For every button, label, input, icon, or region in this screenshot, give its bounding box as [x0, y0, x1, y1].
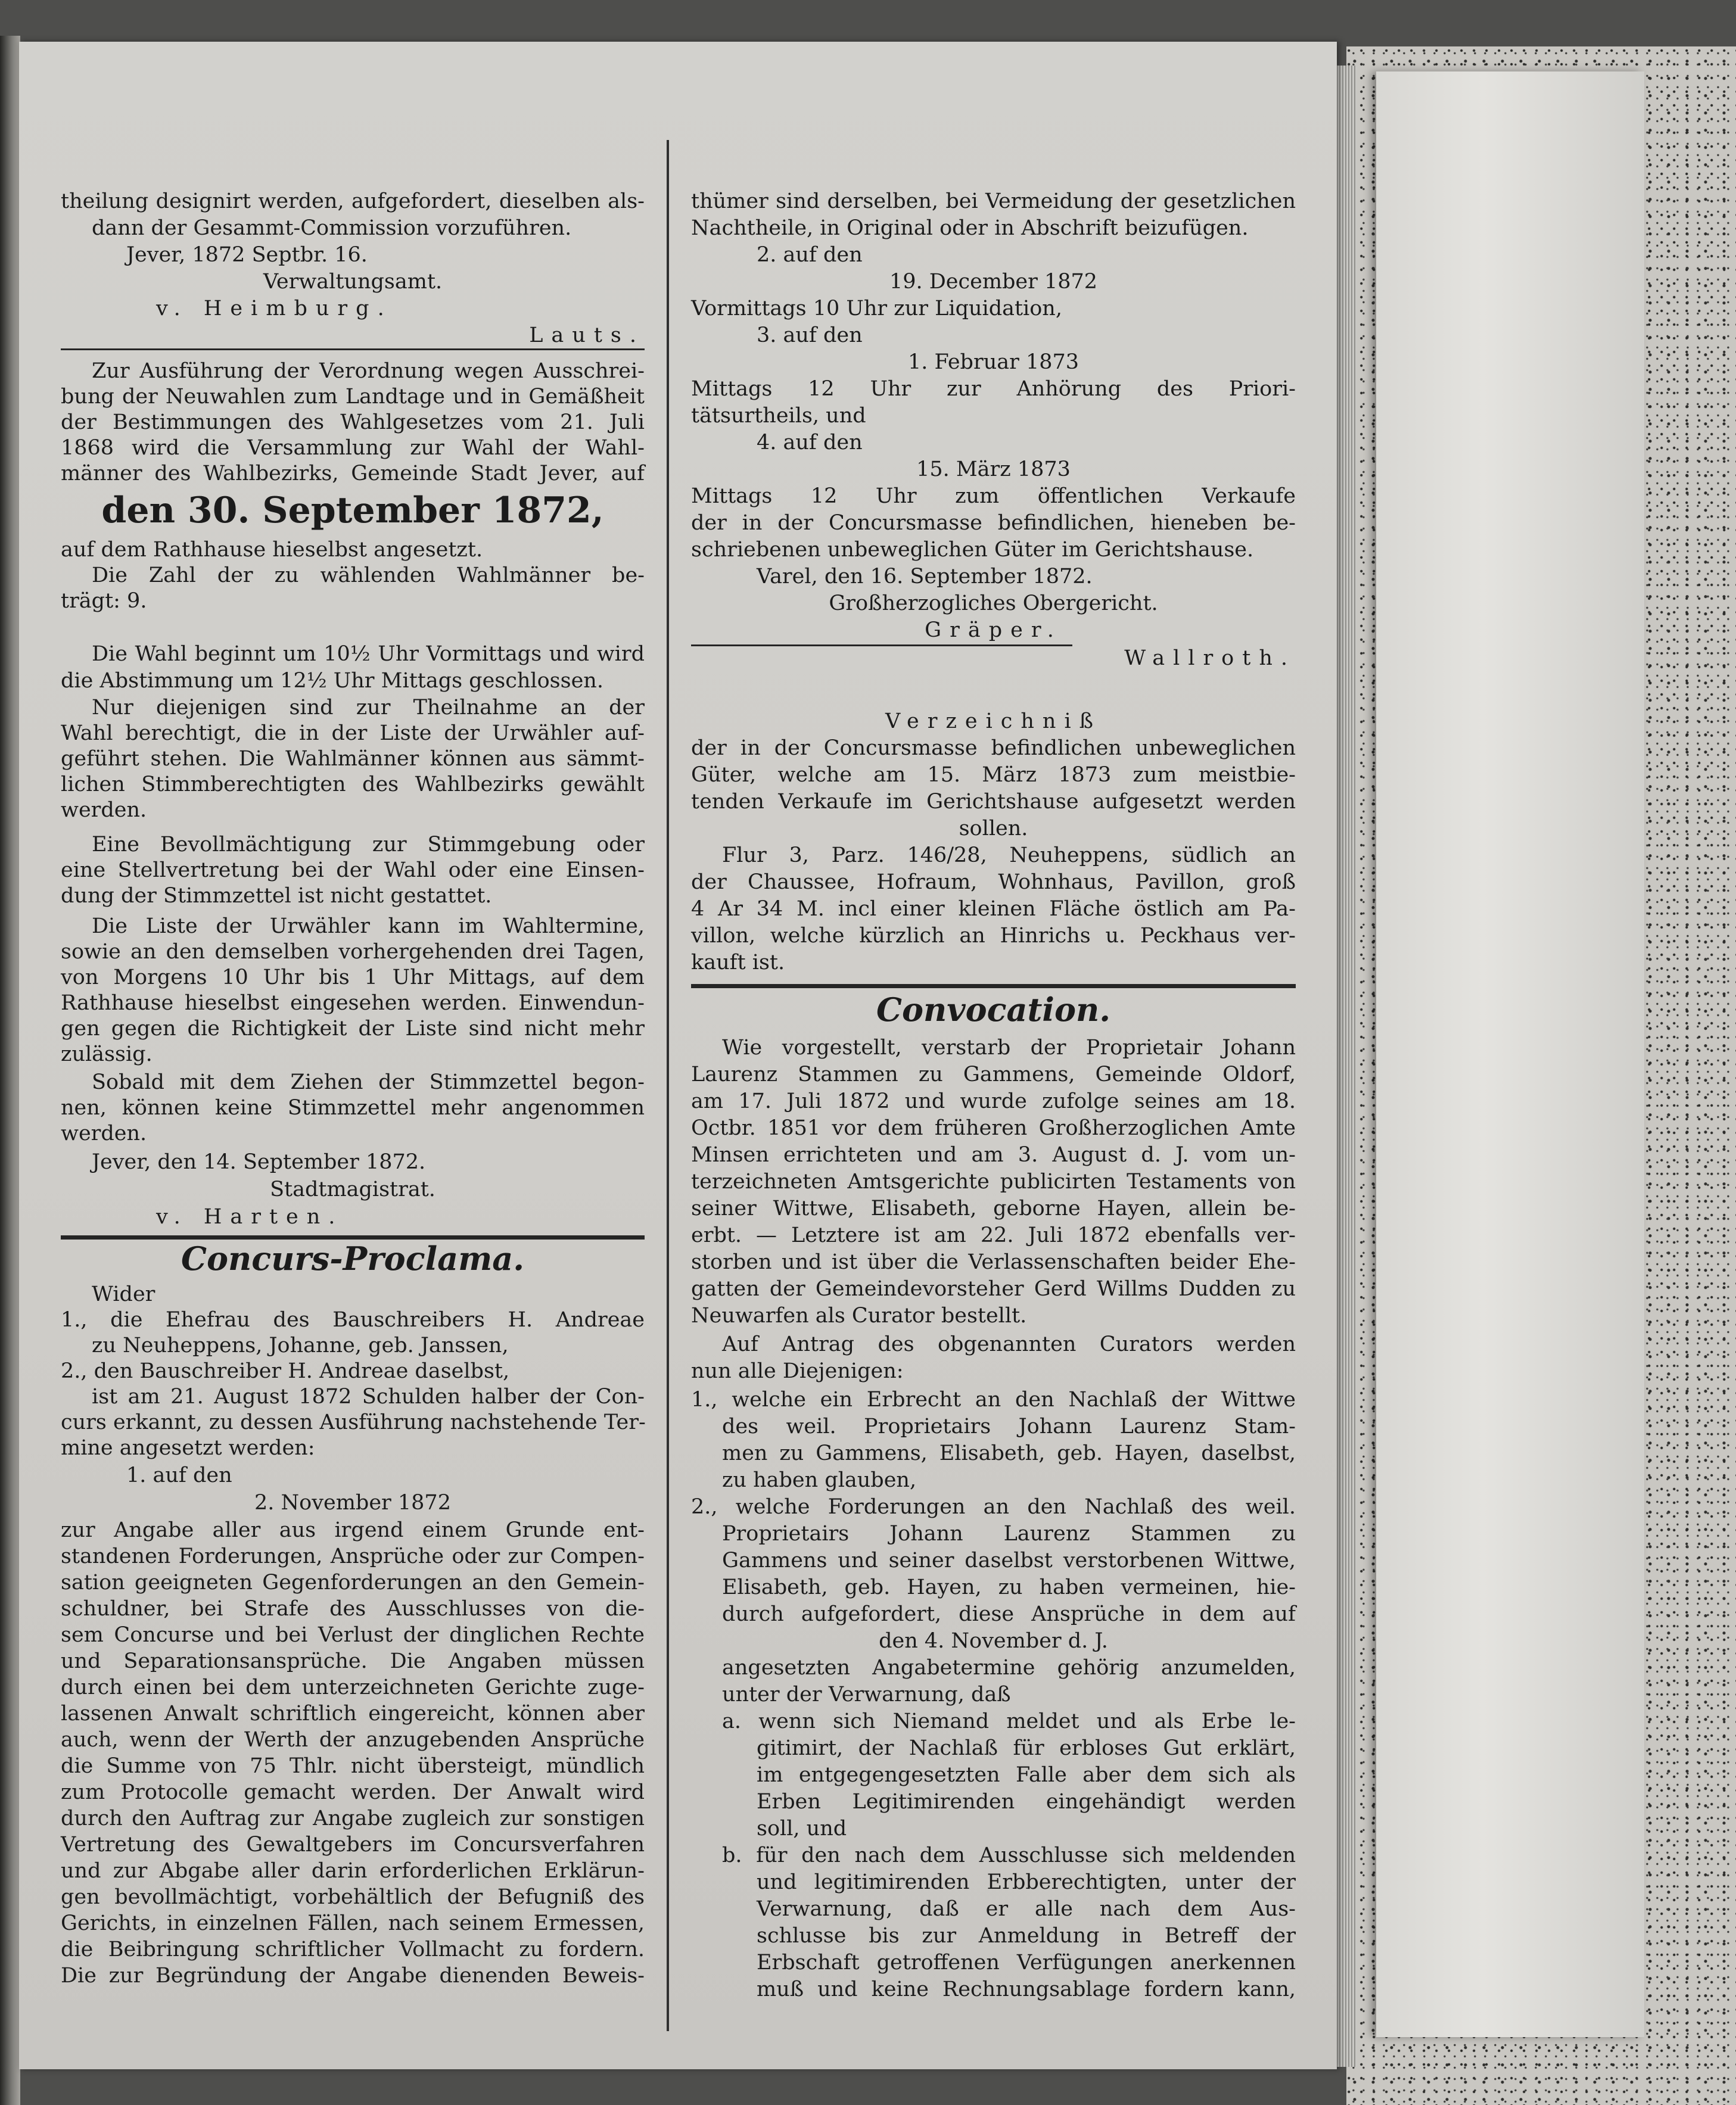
text-line: nun alle Diejenigen: [691, 1359, 904, 1383]
text-line: Zur Ausführung der Verordnung wegen Ausschrei- [92, 359, 645, 383]
text-line: Elisabeth, geb. Hayen, zu haben vermeinen, hie- [722, 1575, 1296, 1599]
text-line: Neuwarfen als Curator bestellt. [691, 1304, 1027, 1328]
text-line: Wie vorgestellt, verstarb der Proprietair Johann [722, 1036, 1296, 1060]
text-line: sation geeigneten Gegenforderungen an den Gemein- [61, 1571, 645, 1595]
text-line: mine angesetzt werden: [61, 1436, 315, 1460]
text-line: die Abstimmung um 12½ Uhr Mittags geschlossen. [61, 669, 603, 693]
text-line: trägt: 9. [61, 589, 147, 613]
text-line: theilung designirt werden, aufgefordert, dieselben als- [61, 189, 645, 213]
signature: v. Heimburg. [156, 297, 393, 320]
countersignature: Wallroth. [1124, 646, 1296, 670]
text-line: 1., die Ehefrau des Bauschreibers H. Andreae [61, 1308, 645, 1332]
text-line: 1. auf den [126, 1463, 232, 1487]
text-line: seiner Wittwe, Elisabeth, geborne Hayen, allein be- [691, 1197, 1296, 1220]
section-heading: Convocation. [876, 991, 1111, 1029]
text-line: werden. [61, 798, 147, 822]
text-line: Mittags 12 Uhr zur Anhörung des Priori- [691, 377, 1296, 401]
text-line: am 17. Juli 1872 und wurde zufolge seines am 18. [691, 1089, 1296, 1113]
section-rule [61, 1235, 645, 1240]
text-line: lassenen Anwalt schriftlich eingereicht, können aber [61, 1702, 645, 1726]
newspaper-page [19, 42, 1337, 2069]
text-line: sowie an den demselben vorhergehenden drei Tagen, [61, 940, 645, 964]
list-item: a. wenn sich Niemand meldet und als Erbe le- [722, 1709, 1296, 1733]
text-line: thümer sind derselben, bei Vermeidung der gesetzlichen [691, 189, 1296, 213]
signature: v. Harten. [156, 1205, 344, 1229]
text-line: eine Stellvertretung bei der Wahl oder eine Einsen- [61, 858, 645, 882]
text-line: die Summe von 75 Thlr. nicht übersteigt, mündlich [61, 1754, 645, 1778]
text-line: kauft ist. [691, 951, 785, 974]
text-line: standenen Forderungen, Ansprüche oder zur Compen- [61, 1545, 645, 1568]
text-line: Güter, welche am 15. März 1873 zum meistbie- [691, 763, 1296, 787]
text-line: Die Zahl der zu wählenden Wahlmänner be- [92, 563, 645, 587]
text-line: angesetzten Angabetermine gehörig anzumelden, [722, 1656, 1296, 1680]
countersignature: Lauts. [529, 323, 645, 347]
signature: Gräper. [925, 618, 1062, 642]
text-line: bung der Neuwahlen zum Landtage und in Gemäßheit [61, 385, 645, 409]
text-line: schlusse bis zur Anmeldung in Betreff der [757, 1924, 1296, 1948]
text-line: dung der Stimmzettel ist nicht gestattet. [61, 884, 492, 908]
place-date: Jever, 1872 Septbr. 16. [126, 243, 368, 267]
text-line: dann der Gesammt-Commission vorzuführen. [92, 216, 572, 240]
text-line: Vertretung des Gewaltgebers im Concursverfahren [61, 1833, 645, 1857]
section-rule [61, 348, 645, 350]
text-line: 2., den Bauschreiber H. Andreae daselbst, [61, 1359, 510, 1383]
text-line: zur Angabe aller aus irgend einem Grunde ent- [61, 1518, 645, 1542]
text-line: zum Protocolle gemacht werden. Der Anwalt wird [61, 1780, 645, 1804]
text-line: erbt. — Letztere ist am 22. Juli 1872 ebenfalls ver- [691, 1223, 1296, 1247]
text-line: curs erkannt, zu dessen Ausführung nachstehende Ter- [61, 1410, 646, 1434]
text-line: soll, und [757, 1817, 847, 1841]
text-line: schriebenen unbeweglichen Güter im Gerichtshause. [691, 538, 1254, 562]
office-name: Stadtmagistrat. [270, 1178, 435, 1201]
text-line: Proprietairs Johann Laurenz Stammen zu [722, 1522, 1296, 1546]
term-date: den 4. November d. J. [879, 1629, 1108, 1653]
text-line: der in der Concursmasse befindlichen unbeweglichen [691, 736, 1296, 760]
text-line: auch, wenn der Werth der anzugebenden Ansprüche [61, 1728, 645, 1752]
text-line: Die Wahl beginnt um 10½ Uhr Vormittags und wird [92, 642, 645, 666]
text-line: gen bevollmächtigt, vorbehältlich der Befugniß des [61, 1885, 645, 1909]
term-date: 15. März 1873 [916, 457, 1071, 481]
text-line: durch einen bei dem unterzeichneten Gerichte zuge- [61, 1676, 645, 1699]
text-line: unter der Verwarnung, daß [722, 1683, 1011, 1707]
text-line: Eine Bevollmächtigung zur Stimmgebung oder [92, 833, 645, 857]
text-line: sem Concurse und bei Verlust der dinglichen Rechte [61, 1623, 645, 1647]
text-line: Erben Legitimirenden eingehändigt werden [757, 1790, 1296, 1814]
text-line: tenden Verkaufe im Gerichtshause aufgesetzt werden [691, 790, 1296, 814]
text-line: lichen Stimmberechtigten des Wahlbezirks gewählt [61, 773, 645, 796]
text-line: 1868 wird die Versammlung zur Wahl der Wahl- [61, 436, 645, 460]
text-line: ist am 21. August 1872 Schulden halber der Con- [92, 1385, 645, 1409]
election-date-headline: den 30. September 1872, [101, 490, 604, 531]
text-line: Vormittags 10 Uhr zur Liquidation, [691, 297, 1062, 320]
text-line: terzeichneten Amtsgerichte publicirten Testaments von [691, 1170, 1296, 1194]
text-line: zu haben glauben, [722, 1468, 917, 1492]
text-line: Gerichts, in einzelnen Fällen, nach seinem Ermessen, [61, 1911, 645, 1935]
text-line: durch den Auftrag zur Angabe zugleich zur sonstigen [61, 1807, 645, 1830]
text-line: männer des Wahlbezirks, Gemeinde Stadt Jever, auf [61, 462, 645, 485]
list-heading: Verzeichniß [885, 709, 1102, 733]
office-name: Verwaltungsamt. [263, 270, 443, 294]
text-line: und legitimirenden Erbberechtigten, unter der [757, 1870, 1296, 1894]
text-line: Die zur Begründung der Angabe dienenden Beweis- [61, 1964, 645, 1988]
text-line: muß und keine Rechnungsablage fordern kann, [757, 1978, 1296, 2001]
text-line: gatten der Gemeindevorsteher Gerd Willms Dudden zu [691, 1277, 1296, 1301]
text-line: storben und ist über die Verlassenschaften beider Ehe- [691, 1250, 1296, 1274]
column-rule [667, 140, 669, 2031]
text-line: 4 Ar 34 M. incl einer kleinen Fläche östlich am Pa- [691, 897, 1296, 921]
text-line: Flur 3, Parz. 146/28, Neuheppens, südlich an [722, 843, 1296, 867]
text-line: im entgegengesetzten Falle aber dem sich als [757, 1763, 1296, 1787]
text-line: werden. [61, 1122, 147, 1145]
list-item: 2., welche Forderungen an den Nachlaß des weil. [691, 1495, 1296, 1519]
text-line: der Bestimmungen des Wahlgesetzes vom 21. Juli [61, 410, 645, 434]
list-item: b. für den nach dem Ausschlusse sich meldenden [722, 1844, 1296, 1867]
text-line: auf dem Rathhause hieselbst angesetzt. [61, 538, 483, 562]
text-line: und Separationsansprüche. Die Angaben müssen [61, 1649, 645, 1673]
text-line: Octbr. 1851 vor dem früheren Großherzoglichen Amte [691, 1116, 1296, 1140]
place-date: Jever, den 14. September 1872. [92, 1150, 426, 1174]
text-line: men zu Gammens, Elisabeth, geb. Hayen, daselbst, [722, 1441, 1296, 1465]
text-line: des weil. Proprietairs Johann Laurenz Stam- [722, 1415, 1296, 1438]
text-line: geführt stehen. Die Wahlmänner können aus sämmt- [61, 747, 645, 771]
text-line: Nachtheile, in Original oder in Abschrift beizufügen. [691, 216, 1249, 240]
text-line: gitimirt, der Nachlaß für erbloses Gut erklärt, [757, 1736, 1296, 1760]
text-line: Auf Antrag des obgenannten Curators werden [722, 1332, 1296, 1356]
text-line: Gammens und seiner daselbst verstorbenen Wittwe, [722, 1549, 1296, 1572]
text-line: nen, können keine Stimmzettel mehr angenommen [61, 1096, 645, 1120]
facing-page-edge [0, 36, 20, 2105]
text-line: gen gegen die Richtigkeit der Liste sind nicht mehr [61, 1017, 645, 1041]
section-rule [691, 984, 1296, 988]
term-date: 19. December 1872 [889, 270, 1098, 294]
text-line: 3. auf den [757, 323, 863, 347]
text-line: Nur diejenigen sind zur Theilnahme an der [92, 696, 645, 720]
text-line: der Chaussee, Hofraum, Wohnhaus, Pavillon, groß [691, 870, 1296, 894]
text-line: Mittags 12 Uhr zum öffentlichen Verkaufe [691, 484, 1296, 508]
text-line: Erbschaft getroffenen Verfügungen anerkennen [757, 1951, 1296, 1975]
section-heading: Concurs-Proclama. [181, 1240, 525, 1278]
text-line: zulässig. [61, 1042, 153, 1066]
text-line: tätsurtheils, und [691, 404, 866, 428]
text-line: Laurenz Stammen zu Gammens, Gemeinde Oldorf, [691, 1063, 1296, 1086]
place-date: Varel, den 16. September 1872. [757, 565, 1093, 588]
text-line: Rathhause hieselbst eingesehen werden. Einwendun- [61, 991, 645, 1015]
text-line: von Morgens 10 Uhr bis 1 Uhr Mittags, auf dem [61, 966, 645, 989]
text-line: Verwarnung, daß er alle nach dem Aus- [757, 1897, 1296, 1921]
text-line: die Beibringung schriftlicher Vollmacht zu fordern. [61, 1938, 645, 1961]
text-line: Die Liste der Urwähler kann im Wahltermine, [92, 914, 645, 938]
text-line: 2. auf den [757, 243, 863, 267]
text-line: 4. auf den [757, 431, 863, 454]
term-date: 1. Februar 1873 [907, 350, 1079, 374]
text-line: sollen. [959, 817, 1028, 840]
text-line: Wahl berechtigt, die in der Liste der Urwähler auf- [61, 721, 645, 745]
text-line: und zur Abgabe aller darin erforderlichen Erklärun- [61, 1859, 645, 1883]
text-line: zu Neuheppens, Johanne, geb. Janssen, [92, 1334, 509, 1357]
term-date: 2. November 1872 [254, 1491, 451, 1515]
next-leaf [1376, 71, 1644, 2037]
text-line: Sobald mit dem Ziehen der Stimmzettel begon- [92, 1070, 645, 1094]
text-line: Wider [92, 1282, 155, 1306]
text-line: durch aufgefordert, diese Ansprüche in dem auf [722, 1602, 1296, 1626]
text-line: schuldner, bei Strafe des Ausschlusses von die- [61, 1597, 645, 1621]
text-line: villon, welche kürzlich an Hinrichs u. Peckhaus ver- [691, 924, 1296, 948]
text-line: Minsen errichteten und am 3. August d. J. vom un- [691, 1143, 1296, 1167]
text-line: der in der Concursmasse befindlichen, hieneben be- [691, 511, 1296, 535]
list-item: 1., welche ein Erbrecht an den Nachlaß der Wittwe [691, 1388, 1296, 1412]
court-name: Großherzogliches Obergericht. [829, 591, 1158, 615]
